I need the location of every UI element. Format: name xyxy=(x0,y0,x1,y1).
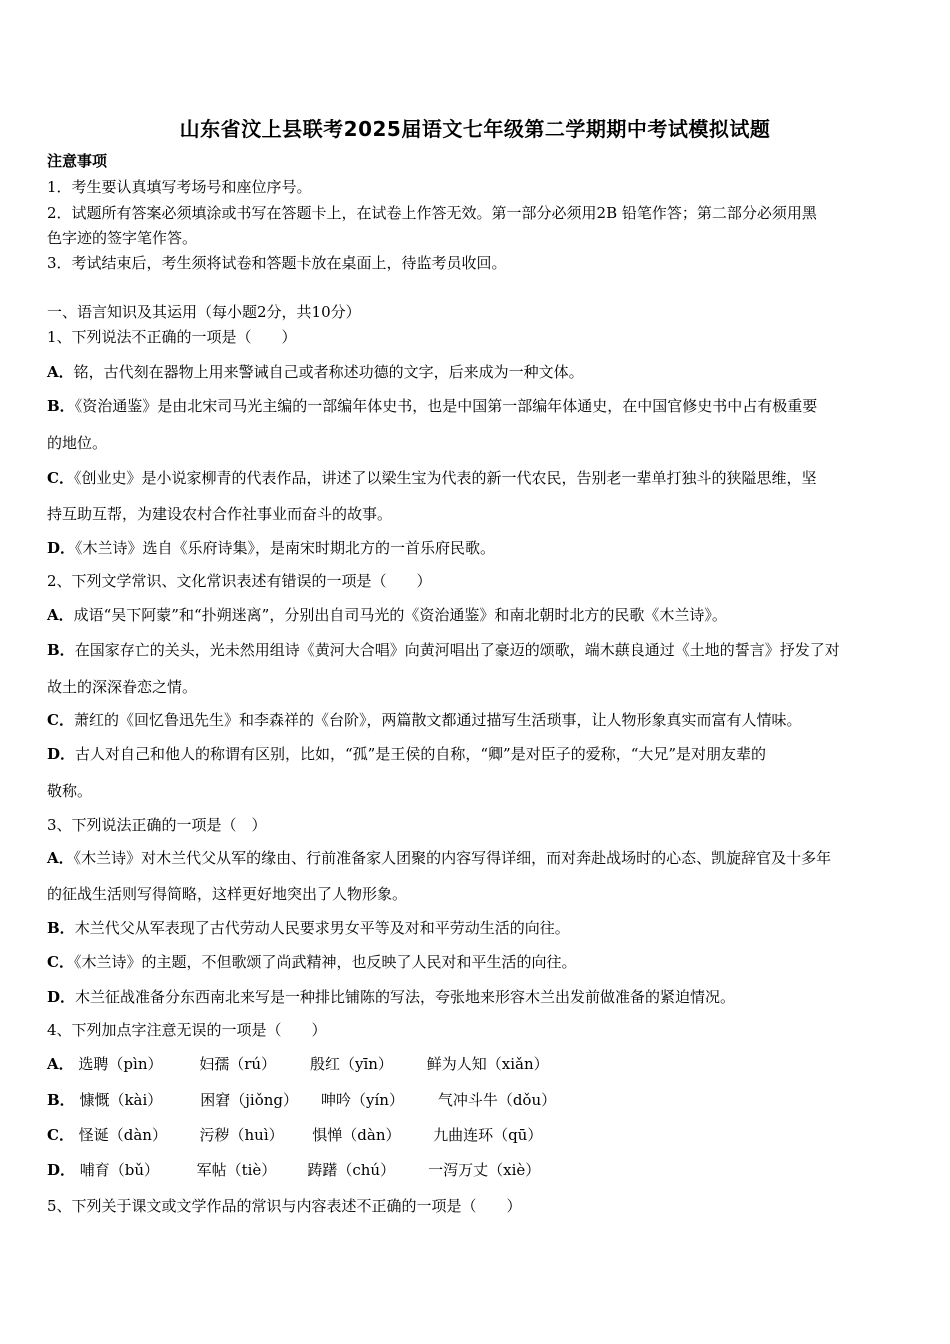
question-stem: 4、下列加点字注意无误的一项是（ ） xyxy=(47,1021,327,1039)
option-label: D． xyxy=(47,988,76,1006)
question-stem: 2、下列文学常识、文化常识表述有错误的一项是（ ） xyxy=(47,572,432,590)
option xyxy=(47,987,907,1007)
option-label: C． xyxy=(47,711,74,729)
pinyin-word: 气冲斗牛（dǒu） xyxy=(437,1091,557,1109)
pinyin-word: 一泻万丈（xiè） xyxy=(428,1161,541,1179)
pinyin-word: 鲜为人知（xiǎn） xyxy=(426,1055,549,1073)
option-label: A． xyxy=(47,849,74,867)
pinyin-word: 军帖（tiè） xyxy=(196,1161,277,1179)
pinyin-word: 怪诞（dàn） xyxy=(78,1126,167,1144)
option-label: C． xyxy=(47,469,74,487)
option-text: 《木兰诗》选自《乐府诗集》，是南宋时期北方的一首乐府民歌。 xyxy=(75,539,496,557)
option xyxy=(47,744,907,764)
question-stem: 3、下列说法正确的一项是（ ） xyxy=(47,816,267,834)
option-label: C． xyxy=(47,953,74,971)
option-label: B． xyxy=(47,919,75,937)
pinyin-word: 妇孺（rú） xyxy=(199,1055,277,1073)
option-continuation: 的征战生活则写得简略，这样更好地突出了人物形象。 xyxy=(47,885,408,903)
option-continuation: 敬称。 xyxy=(47,782,93,800)
pinyin-word: 惧惮（dàn） xyxy=(312,1126,401,1144)
option-continuation: 持互助互帮，为建设农村合作社事业而奋斗的故事。 xyxy=(47,505,393,523)
option xyxy=(47,538,907,558)
question-stem: 1、下列说法不正确的一项是（ ） xyxy=(47,328,297,346)
page-title: 山东省汶上县联考2025届语文七年级第二学期期中考试模拟试题 xyxy=(179,117,771,141)
option xyxy=(47,952,907,972)
option xyxy=(47,362,907,382)
pinyin-word: 哺育（bǔ） xyxy=(79,1161,160,1179)
pinyin-word: 踌躇（chú） xyxy=(307,1161,396,1179)
notice-heading: 注意事项 xyxy=(47,152,108,170)
option-label: D． xyxy=(47,1161,76,1179)
option xyxy=(47,1160,907,1180)
option-text: 《木兰诗》的主题，不但歌颂了尚武精神，也反映了人民对和平生活的向往。 xyxy=(73,953,577,971)
option xyxy=(47,918,907,938)
section-heading: 一、语言知识及其运用（每小题2分，共10分） xyxy=(47,303,361,321)
option-text: 木兰征战准备分东西南北来写是一种排比铺陈的写法，夸张地来形容木兰出发前做准备的紧迫情况。 xyxy=(75,988,736,1006)
notice-item: 2．试题所有答案必须填涂或书写在答题卡上，在试卷上作答无效。第一部分必须用2B 铅笔作答；第二部分必须用黑 xyxy=(47,204,817,222)
option xyxy=(47,468,907,488)
option-label: B． xyxy=(47,641,75,659)
notice-item: 色字迹的签字笔作答。 xyxy=(47,229,198,247)
notice-item: 3．考试结束后，考生须将试卷和答题卡放在桌面上，待监考员收回。 xyxy=(47,254,507,272)
pinyin-word: 困窘（jiǒng） xyxy=(200,1091,298,1109)
option-text: 古人对自己和他人的称谓有区别，比如，“孤”是王侯的自称，“卿”是对臣子的爱称，“大兄”是对朋友辈的 xyxy=(75,745,767,763)
option xyxy=(47,1125,907,1145)
option-text: 《资治通鉴》是由北宋司马光主编的一部编年体史书，也是中国第一部编年体通史，在中国官修史书中占有极重要 xyxy=(74,397,818,415)
option xyxy=(47,396,907,416)
question-stem: 5、下列关于课文或文学作品的常识与内容表述不正确的一项是（ ） xyxy=(47,1197,522,1215)
pinyin-word: 九曲连环（qū） xyxy=(433,1126,543,1144)
pinyin-word: 殷红（yīn） xyxy=(309,1055,393,1073)
option-label: A． xyxy=(47,1055,74,1073)
option-continuation: 的地位。 xyxy=(47,434,108,452)
option-text: 萧红的《回忆鲁迅先生》和李森祥的《台阶》，两篇散文都通过描写生活琐事，让人物形象真实而富有人情味。 xyxy=(73,711,802,729)
option xyxy=(47,1054,907,1074)
option-text: 《创业史》是小说家柳青的代表作品，讲述了以梁生宝为代表的新一代农民，告别老一辈单打独斗的狭隘思维，坚 xyxy=(73,469,817,487)
option xyxy=(47,1090,907,1110)
pinyin-word: 污秽（huì） xyxy=(199,1126,284,1144)
option-label: A． xyxy=(47,363,74,381)
pinyin-word: 选聘（pìn） xyxy=(78,1055,163,1073)
pinyin-word: 慷慨（kài） xyxy=(79,1091,163,1109)
option-text: 在国家存亡的关头，光未然用组诗《黄河大合唱》向黄河唱出了豪迈的颂歌，端木蕻良通过《土地的誓言》抒发了对 xyxy=(74,641,840,659)
option xyxy=(47,605,907,625)
option xyxy=(47,848,907,868)
option-text: 《木兰诗》对木兰代父从军的缘由、行前准备家人团聚的内容写得详细，而对奔赴战场时的心态、凯旋辞官及十多年 xyxy=(73,849,832,867)
option-text: 成语“吴下阿蒙”和“扑朔迷离”，分别出自司马光的《资治通鉴》和南北朝时北方的民歌《木兰诗》。 xyxy=(73,606,727,624)
option-label: B． xyxy=(47,397,75,415)
option xyxy=(47,710,907,730)
option-continuation: 故土的深深眷恋之情。 xyxy=(47,678,198,696)
option xyxy=(47,640,907,660)
option-text: 木兰代父从军表现了古代劳动人民要求男女平等及对和平劳动生活的向往。 xyxy=(74,919,570,937)
notice-item: 1．考生要认真填写考场号和座位序号。 xyxy=(47,178,312,196)
pinyin-word: 呻吟（yín） xyxy=(321,1091,404,1109)
option-label: D． xyxy=(47,745,76,763)
option-label: B． xyxy=(47,1091,75,1109)
option-text: 铭，古代刻在器物上用来警诫自己或者称述功德的文字，后来成为一种文体。 xyxy=(73,363,584,381)
option-label: A． xyxy=(47,606,74,624)
option-label: C． xyxy=(47,1126,74,1144)
option-label: D． xyxy=(47,539,76,557)
